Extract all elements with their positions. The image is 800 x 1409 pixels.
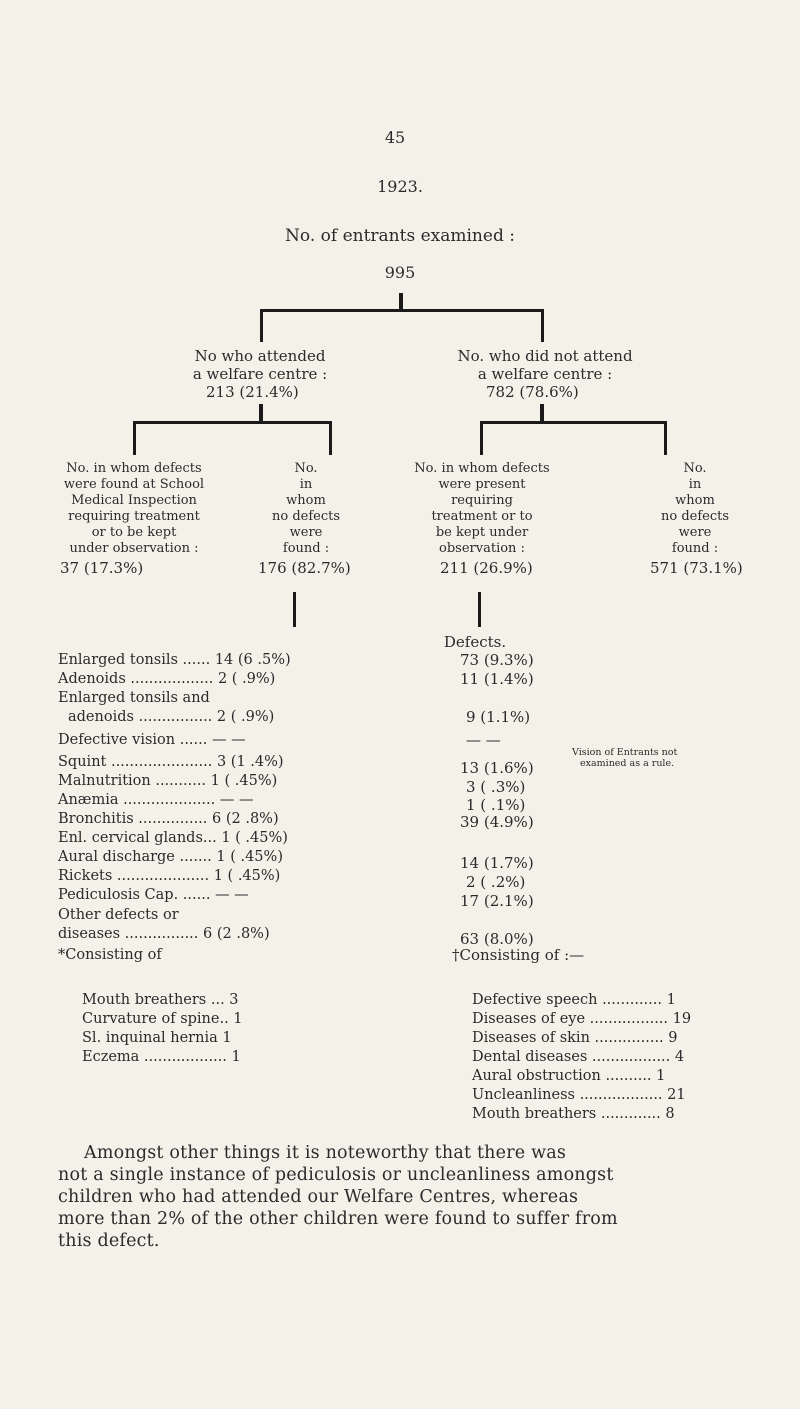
sub-ll-line: Medical Inspection [71,493,197,508]
defects-table [58,651,758,965]
sub-rl-line: were present [438,477,526,492]
year: 1923. [377,177,423,196]
sub-lr-count: 176 (82.7%) [258,559,351,577]
paragraph-line: Amongst other things it is noteworthy that there was [84,1143,567,1163]
list-item: Defective speech ............. 1 [472,992,676,1008]
stem-ll-3 [293,592,296,627]
row-value: 14 (1.7%) [460,854,534,872]
summary-paragraph [58,1142,748,1252]
list-item: Sl. inquinal hernia 1 [82,1030,232,1046]
row-value: †Consisting of :— [452,946,585,964]
table-row [58,848,758,872]
row-label: Squint ...................... 3 (1 .4%) [58,754,284,770]
row-label: Anæmia .................... — — [58,792,254,808]
sub-branch-rr [640,461,750,557]
paragraph-line: more than 2% of the other children were found to suffer from [58,1209,618,1229]
sub-rr-line: No. [683,461,707,476]
table-row [58,689,758,708]
row-value: 63 (8.0%) [460,930,534,948]
sub-rr-line: found : [671,541,719,556]
paragraph-line: not a single instance of pediculosis or uncleanliness amongst [58,1165,614,1185]
sub-rr-line: in [688,477,702,492]
table-row [58,829,758,848]
list-item: Uncleanliness .................. 21 [472,1087,686,1103]
branch-left-line2: a welfare centre : [192,365,328,383]
sub-ll-line: under observation : [69,541,199,556]
sub-lr-line: were [289,525,323,540]
list-item: Diseases of eye ................. 19 [472,1011,692,1027]
table-row [58,708,758,731]
drop-rr-2 [664,421,667,455]
paragraph-line: children who had attended our Welfare Centres, whereas [58,1187,579,1207]
sub-rr-line: whom [675,493,715,508]
list-item: Dental diseases ................. 4 [472,1049,685,1065]
list-item: Mouth breathers ... 3 [82,992,239,1008]
sub-lr-line: whom [286,493,326,508]
list-item: Diseases of skin ............... 9 [472,1030,678,1046]
row-label: *Consisting of [58,947,162,963]
sub-ll-line: No. in whom defects [66,461,202,476]
sub-ll-line: requiring treatment [68,509,200,524]
sub-lr-line: found : [282,541,330,556]
row-label: Bronchitis ............... 6 (2 .8%) [58,811,279,827]
table-row [58,651,758,670]
row-label: Malnutrition ........... 1 ( .45%) [58,773,278,789]
drop-right-1 [541,309,544,342]
table-row [58,906,758,925]
sub-rl-line: observation : [439,541,525,556]
row-label: Enlarged tonsils and [58,690,210,706]
sub-rl-line: requiring [451,493,513,508]
table-row [58,867,758,891]
row-label: Adenoids .................. 2 ( .9%) [58,671,276,687]
sub-rl-line: treatment or to [431,509,533,524]
page-title: No. of entrants examined : [285,226,515,246]
row-label: Aural discharge ....... 1 ( .45%) [58,849,283,865]
list-item: Mouth breathers ............. 8 [472,1106,675,1122]
row-value: 9 (1.1%) [466,708,531,726]
row-value: 73 (9.3%) [460,651,534,669]
row-value: 1 ( .1%) [466,796,526,814]
sub-lr-line: in [299,477,313,492]
drop-ll-2 [133,421,136,455]
row-value: 3 ( .3%) [466,778,526,796]
table-row [58,886,758,910]
branch-left-count: 213 (21.4%) [206,383,299,401]
row-label: Enlarged tonsils ...... 14 (6 .5%) [58,652,291,668]
sub-branch-lr [256,461,356,557]
row-value: 17 (2.1%) [460,892,534,910]
table-row [58,810,758,829]
stem-rl-3 [478,592,481,627]
row-label: Enl. cervical glands... 1 ( .45%) [58,830,288,846]
bar-left-2 [133,421,332,424]
sub-rr-line: were [678,525,712,540]
defects-heading: Defects. [443,633,507,651]
sub-ll-line: were found at School [63,477,205,492]
drop-rl-2 [480,421,483,455]
sub-lr-line: no defects [271,509,341,524]
row-label: Pediculosis Cap. ...... — — [58,887,249,903]
sub-branch-rl [392,461,572,557]
row-value: — — [466,731,501,749]
vision-note-line2: examined as a rule. [580,758,675,769]
table-row [58,772,758,796]
sub-ll-count: 37 (17.3%) [60,559,144,577]
drop-lr-2 [329,421,332,455]
sub-branch-ll [54,461,214,557]
row-value: 39 (4.9%) [460,813,534,831]
vision-note [572,747,677,769]
list-item: Curvature of spine.. 1 [82,1011,243,1027]
branch-right [430,347,660,383]
sub-rl-count: 211 (26.9%) [440,559,533,577]
row-label: adenoids ................ 2 ( .9%) [68,709,275,725]
vision-note-line1: Vision of Entrants not [572,747,678,758]
row-label: Rickets .................... 1 ( .45%) [58,868,281,884]
branch-left-line1: No who attended [194,347,326,365]
sub-rr-line: no defects [660,509,730,524]
bar-right-2 [480,421,667,424]
row-value: 13 (1.6%) [460,759,534,777]
sub-rl-line: be kept under [435,525,529,540]
table-row [58,925,758,946]
row-label: Other defects or [58,907,179,923]
right-consisting-list [472,991,691,1124]
paragraph-line: this defect. [58,1231,160,1251]
page-number: 45 [384,128,406,147]
list-item: Eczema .................. 1 [82,1049,241,1065]
table-row [58,791,758,814]
sub-lr-line: No. [294,461,318,476]
sub-rl-line: No. in whom defects [414,461,550,476]
row-value: 11 (1.4%) [460,670,534,688]
drop-left-1 [260,309,263,342]
table-row [58,670,758,689]
sub-ll-line: or to be kept [91,525,177,540]
branch-right-count: 782 (78.6%) [486,383,579,401]
bar-level-1 [260,309,544,312]
row-value: 2 ( .2%) [466,873,526,891]
list-item: Aural obstruction .......... 1 [472,1068,666,1084]
branch-right-line2: a welfare centre : [477,365,613,383]
sub-rr-count: 571 (73.1%) [650,559,743,577]
branch-left [165,347,355,383]
left-consisting-list [82,991,243,1067]
total-count: 995 [384,263,416,282]
table-row [58,946,758,965]
row-label: Defective vision ...... — — [58,732,246,748]
branch-right-line1: No. who did not attend [457,347,633,365]
row-label: diseases ................ 6 (2 .8%) [58,926,270,942]
